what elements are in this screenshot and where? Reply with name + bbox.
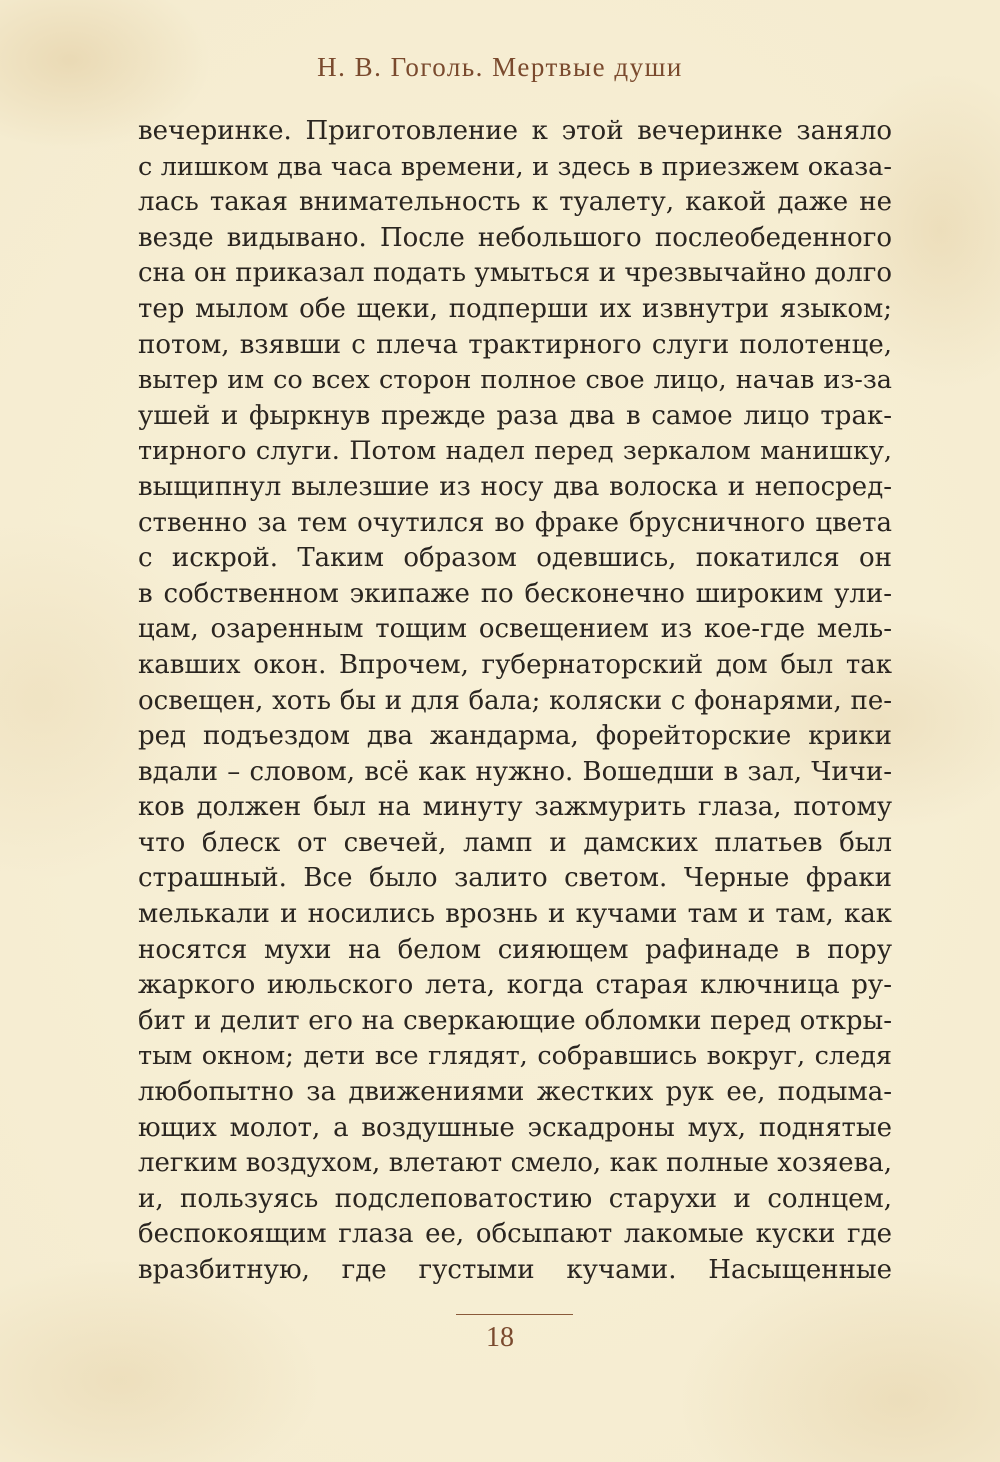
text-line: с искрой. Таким образом одевшись, покатился он [138, 543, 892, 574]
text-line: легким воздухом, влетают смело, как полные хозяева, [138, 1148, 892, 1179]
text-line: сна он приказал подать умыться и чрезвычайно долго [138, 258, 892, 289]
text-line: ющих молот, а воздушные эскадроны мух, поднятые [138, 1112, 892, 1143]
text-line: в собственном экипаже по бесконечно широким ули- [138, 578, 892, 609]
text-line: жаркого июльского лета, когда старая ключница ру- [138, 970, 892, 1001]
text-line: носятся мухи на белом сияющем рафинаде в пору [138, 934, 892, 965]
text-line: освещен, хоть бы и для бала; коляски с фонарями, пе- [138, 685, 892, 716]
page-number: 18 [486, 1322, 514, 1353]
text-line: везде видывано. После небольшого послеобеденного [138, 222, 892, 253]
text-line: ственно за тем очутился во фраке брусничного цвета [138, 507, 892, 538]
text-line: мелькали и носились врознь и кучами там и там, как [138, 899, 892, 930]
text-line: любопытно за движениями жестких рук ее, подыма- [138, 1077, 892, 1108]
text-line: вечеринке. Приготовление к этой вечеринке заняло [138, 116, 892, 146]
text-line: вразбитную, где густыми кучами. Насыщенные [138, 1255, 892, 1285]
text-line: цам, озаренным тощим освещением из кое-где мель- [138, 614, 892, 645]
text-line: с лишком два часа времени, и здесь в приезжем оказа- [138, 151, 892, 182]
text-line: тер мылом обе щеки, подперши их извнутри языком; [138, 293, 892, 324]
text-line: и, пользуясь подслеповатостию старухи и солнцем, [138, 1183, 892, 1214]
text-line: выщипнул вылезшие из носу два волоска и непосред- [138, 471, 892, 502]
text-line: ушей и фыркнув прежде раза два в самое лицо трак- [138, 400, 892, 431]
text-line: страшный. Все было залито светом. Черные фраки [138, 863, 892, 894]
text-line: тым окном; дети все глядят, собравшись вокруг, следя [138, 1041, 892, 1072]
text-line: беспокоящим глаза ее, обсыпают лакомые куски где [138, 1219, 892, 1250]
text-line: лась такая внимательность к туалету, какой даже не [138, 187, 892, 218]
body-text [138, 114, 892, 1289]
footer-divider [456, 1314, 573, 1315]
text-line: ред подъездом два жандарма, форейторские крики [138, 721, 892, 752]
text-line: вдали – словом, всё как нужно. Вошедши в зал, Чичи- [138, 756, 892, 787]
text-line: тирного слуги. Потом надел перед зеркалом манишку, [138, 436, 892, 467]
running-title: Н. В. Гоголь. Мертвые души [317, 52, 683, 82]
text-line: ков должен был на минуту зажмурить глаза, потому [138, 792, 892, 823]
text-line: бит и делит его на сверкающие обломки перед откры- [138, 1005, 892, 1036]
text-line: что блеск от свечей, ламп и дамских платьев был [138, 827, 892, 858]
text-line: кавших окон. Впрочем, губернаторский дом был так [138, 649, 892, 680]
text-line: вытер им со всех сторон полное свое лицо, начав из-за [138, 365, 892, 396]
text-line: потом, взявши с плеча трактирного слуги полотенце, [138, 329, 892, 360]
